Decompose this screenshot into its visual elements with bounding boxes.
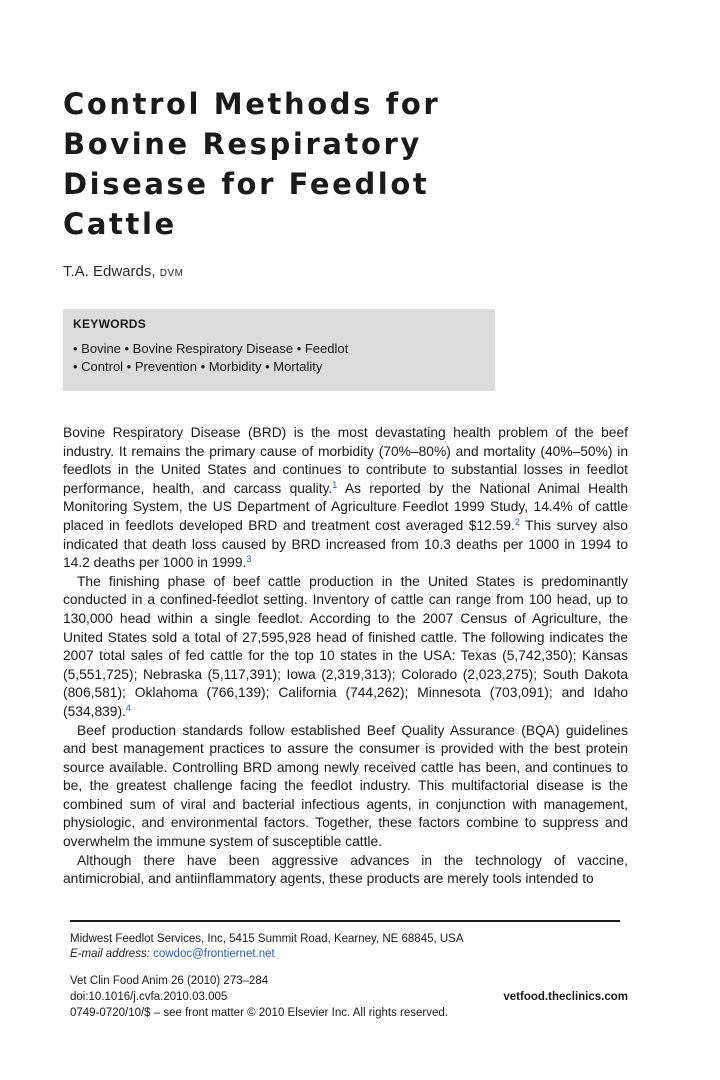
body-paragraph [63,424,628,573]
doi[interactable]: doi:10.1016/j.cvfa.2010.03.005 [70,991,228,1003]
paragraph-text: As reported by the National Animal Health Monitoring System, the US Department of Agriculture Feedlot 1999 Study, 14.4% of cattle placed in feedlots developed BRD and treatment cost averaged $12.59. [63,480,628,533]
email-line [70,948,275,960]
email-link[interactable]: cowdoc@frontiernet.net [153,948,275,960]
author-line [63,263,183,280]
journal-website[interactable]: vetfood.theclinics.com [503,991,628,1003]
author-degree: DVM [159,268,184,279]
affiliation: Midwest Feedlot Services, Inc, 5415 Summit Road, Kearney, NE 68845, USA [70,933,464,945]
paragraph-text: The finishing phase of beef cattle production in the United States is predominantly conducted in a confined-feedlot setting. Inventory of cattle can range from 100 head, up to 130,000 head within a single feedlot. According to the 2007 Census of Agriculture, the United States sold a total of 27,595,928 head of finished cattle. The following indicates the 2007 total sales of fed cattle for the top 10 states in the USA: Texas (5,742,350); Kansas (5,551,725); Nebraska (5,117,391); Iowa (2,319,313); Colorado (2,023,275); South Dakota (806,581); Oklahoma (766,139); California (744,262); Minnesota (703,091); and Idaho (534,839). [63,573,628,719]
reference-link[interactable]: 3 [246,554,252,565]
article-title [63,84,523,244]
keywords-line: • Control • Prevention • Morbidity • Mortality [73,359,323,374]
article-body [63,424,628,889]
copyright: 0749-0720/10/$ – see front matter © 2010 Elsevier Inc. All rights reserved. [70,1007,448,1019]
reference-link[interactable]: 2 [514,516,520,527]
reference-link[interactable]: 4 [125,702,131,713]
email-label: E-mail address: [70,948,150,960]
paragraph-text: Bovine Respiratory Disease (BRD) is the most devastating health problem of the beef industry. It remains the primary cause of morbidity (70%–80%) and mortality (40%–50%) in feedlots in the United States and continues to contribute to substantial losses in feedlot performance, health, and carcass quality. [63,425,628,496]
journal-citation: Vet Clin Food Anim 26 (2010) 273–284 [70,975,269,987]
footer-divider [70,920,620,922]
title-line: Control Methods for [63,87,441,121]
title-line: Bovine Respiratory [63,127,422,161]
paragraph-text: This survey also indicated that death loss caused by BRD increased from 10.3 deaths per 1000 in 1994 to 14.2 deaths per 1000 in 1999. [63,517,628,571]
title-line: Cattle [63,207,177,241]
body-paragraph: Beef production standards follow established Beef Quality Assurance (BQA) guidelines and best management practices to assure the consumer is provided with the best protein source available. Controlling BRD among newly received cattle has been, and continues to be, the greatest challenge facing the feedlot industry. This multifactorial disease is the combined sum of viral and bacterial infectious agents, in conjunction with management, physiologic, and environmental factors. Together, these factors combine to suppress and overwhelm the immune system of susceptible cattle. [63,722,628,850]
body-paragraph: Although there have been aggressive advances in the technology of vaccine, antimicrobial, and antiinflammatory agents, these products are merely tools intended to [63,852,628,887]
author-name: T.A. Edwards, [63,263,156,280]
title-line: Disease for Feedlot [63,167,430,201]
body-paragraph [63,573,628,722]
reference-link[interactable]: 1 [332,479,338,490]
keywords-line: • Bovine • Bovine Respiratory Disease • Feedlot [73,341,349,356]
keywords-box [63,309,495,391]
keywords-heading: KEYWORDS [73,317,147,331]
